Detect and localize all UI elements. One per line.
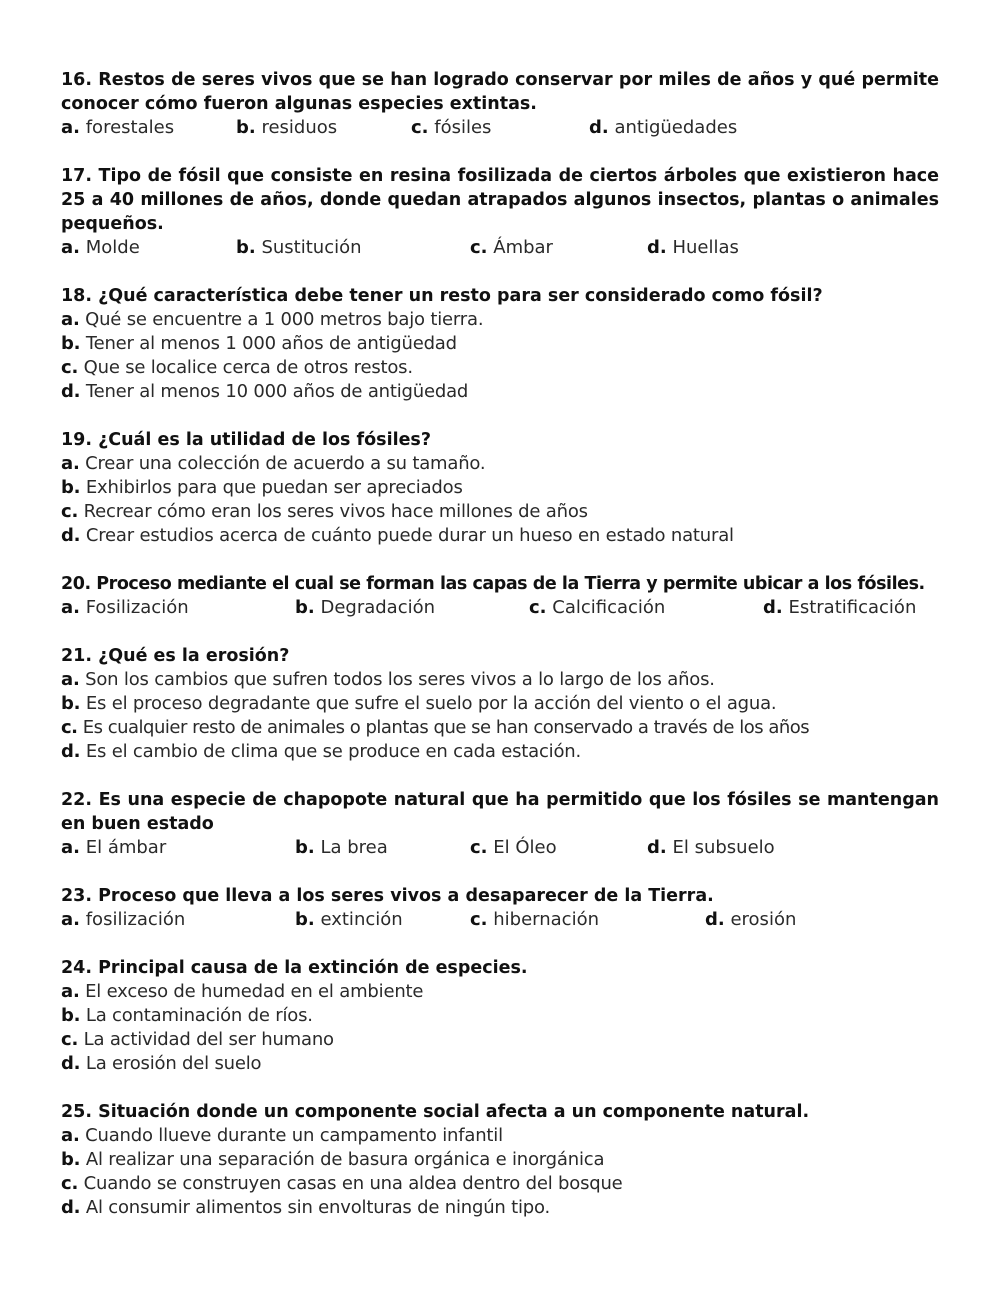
option-d[interactable]: d. erosión xyxy=(705,909,797,930)
question-19 xyxy=(61,428,939,548)
question-24 xyxy=(61,956,939,1076)
option-c[interactable]: c. Que se localice cerca de otros restos. xyxy=(61,357,413,378)
option-c[interactable]: c. Ámbar xyxy=(470,237,553,258)
question-stem: 16. Restos de seres vivos que se han logrado conservar por miles de años y qué permite conocer cómo fueron algunas especies extintas. xyxy=(61,70,939,114)
option-a[interactable]: a. forestales xyxy=(61,117,175,138)
option-a[interactable]: a. El ámbar xyxy=(61,837,167,858)
question-22 xyxy=(61,788,939,860)
option-c[interactable]: c. El Óleo xyxy=(470,837,557,858)
question-stem: 20. Proceso mediante el cual se forman las capas de la Tierra y permite ubicar a los fósiles. xyxy=(61,574,925,594)
option-a[interactable]: a. Crear una colección de acuerdo a su tamaño. xyxy=(61,453,486,474)
options-list xyxy=(61,980,939,1076)
options-row xyxy=(61,596,939,620)
option-d[interactable]: d. Tener al menos 10 000 años de antigüedad xyxy=(61,381,469,402)
option-c[interactable]: c. Recrear cómo eran los seres vivos hace millones de años xyxy=(61,501,588,522)
option-a[interactable]: a. Son los cambios que sufren todos los seres vivos a lo largo de los años. xyxy=(61,669,715,690)
option-b[interactable]: b. Sustitución xyxy=(236,237,362,258)
option-b[interactable]: b. Es el proceso degradante que sufre el suelo por la acción del viento o el agua. xyxy=(61,693,777,714)
option-d[interactable]: d. Estratificación xyxy=(763,597,917,618)
option-a[interactable]: a. Molde xyxy=(61,237,140,258)
option-a[interactable]: a. Fosilización xyxy=(61,597,189,618)
option-c[interactable]: c. Es cualquier resto de animales o plantas que se han conservado a través de los años xyxy=(61,717,810,738)
option-d[interactable]: d. La erosión del suelo xyxy=(61,1053,262,1074)
options-list xyxy=(61,452,939,548)
question-stem: 18. ¿Qué característica debe tener un resto para ser considerado como fósil? xyxy=(61,286,823,306)
option-b[interactable]: b. Al realizar una separación de basura orgánica e inorgánica xyxy=(61,1149,605,1170)
option-a[interactable]: a. Cuando llueve durante un campamento infantil xyxy=(61,1125,503,1146)
options-row xyxy=(61,836,939,860)
question-25 xyxy=(61,1100,939,1220)
option-d[interactable]: d. El subsuelo xyxy=(647,837,775,858)
question-23 xyxy=(61,884,939,932)
question-stem: 23. Proceso que lleva a los seres vivos a desaparecer de la Tierra. xyxy=(61,886,714,906)
options-list xyxy=(61,308,939,404)
question-18 xyxy=(61,284,939,404)
option-d[interactable]: d. Es el cambio de clima que se produce en cada estación. xyxy=(61,741,582,762)
question-stem: 19. ¿Cuál es la utilidad de los fósiles? xyxy=(61,430,432,450)
option-b[interactable]: b. La brea xyxy=(295,837,388,858)
question-stem: 21. ¿Qué es la erosión? xyxy=(61,646,290,666)
question-21 xyxy=(61,644,939,764)
option-b[interactable]: b. residuos xyxy=(236,117,338,138)
worksheet xyxy=(61,68,939,1244)
option-b[interactable]: b. extinción xyxy=(295,909,403,930)
option-a[interactable]: a. fosilización xyxy=(61,909,186,930)
question-stem: 22. Es una especie de chapopote natural que ha permitido que los fósiles se mantengan en buen estado xyxy=(61,790,939,834)
question-17 xyxy=(61,164,939,260)
options-row xyxy=(61,236,939,260)
option-d[interactable]: d. antigüedades xyxy=(589,117,738,138)
options-list xyxy=(61,1124,939,1220)
option-a[interactable]: a. Qué se encuentre a 1 000 metros bajo tierra. xyxy=(61,309,484,330)
option-d[interactable]: d. Huellas xyxy=(647,237,739,258)
option-a[interactable]: a. El exceso de humedad en el ambiente xyxy=(61,981,424,1002)
options-row xyxy=(61,116,939,140)
option-b[interactable]: b. Tener al menos 1 000 años de antigüedad xyxy=(61,333,457,354)
question-stem: 24. Principal causa de la extinción de especies. xyxy=(61,958,528,978)
option-d[interactable]: d. Al consumir alimentos sin envolturas de ningún tipo. xyxy=(61,1197,551,1218)
question-16 xyxy=(61,68,939,140)
option-b[interactable]: b. La contaminación de ríos. xyxy=(61,1005,313,1026)
option-c[interactable]: c. hibernación xyxy=(470,909,599,930)
option-c[interactable]: c. Calcificación xyxy=(529,597,666,618)
question-stem: 25. Situación donde un componente social afecta a un componente natural. xyxy=(61,1102,810,1122)
option-b[interactable]: b. Exhibirlos para que puedan ser apreciados xyxy=(61,477,463,498)
option-b[interactable]: b. Degradación xyxy=(295,597,436,618)
option-c[interactable]: c. Cuando se construyen casas en una aldea dentro del bosque xyxy=(61,1173,623,1194)
options-row xyxy=(61,908,939,932)
option-c[interactable]: c. fósiles xyxy=(411,117,492,138)
option-c[interactable]: c. La actividad del ser humano xyxy=(61,1029,334,1050)
option-d[interactable]: d. Crear estudios acerca de cuánto puede durar un hueso en estado natural xyxy=(61,525,734,546)
question-20 xyxy=(61,572,939,620)
question-stem: 17. Tipo de fósil que consiste en resina fosilizada de ciertos árboles que existieron hace 25 a 40 millones de años, donde quedan atrapados algunos insectos, plantas o animales pequeños. xyxy=(61,166,939,234)
options-list xyxy=(61,668,939,764)
